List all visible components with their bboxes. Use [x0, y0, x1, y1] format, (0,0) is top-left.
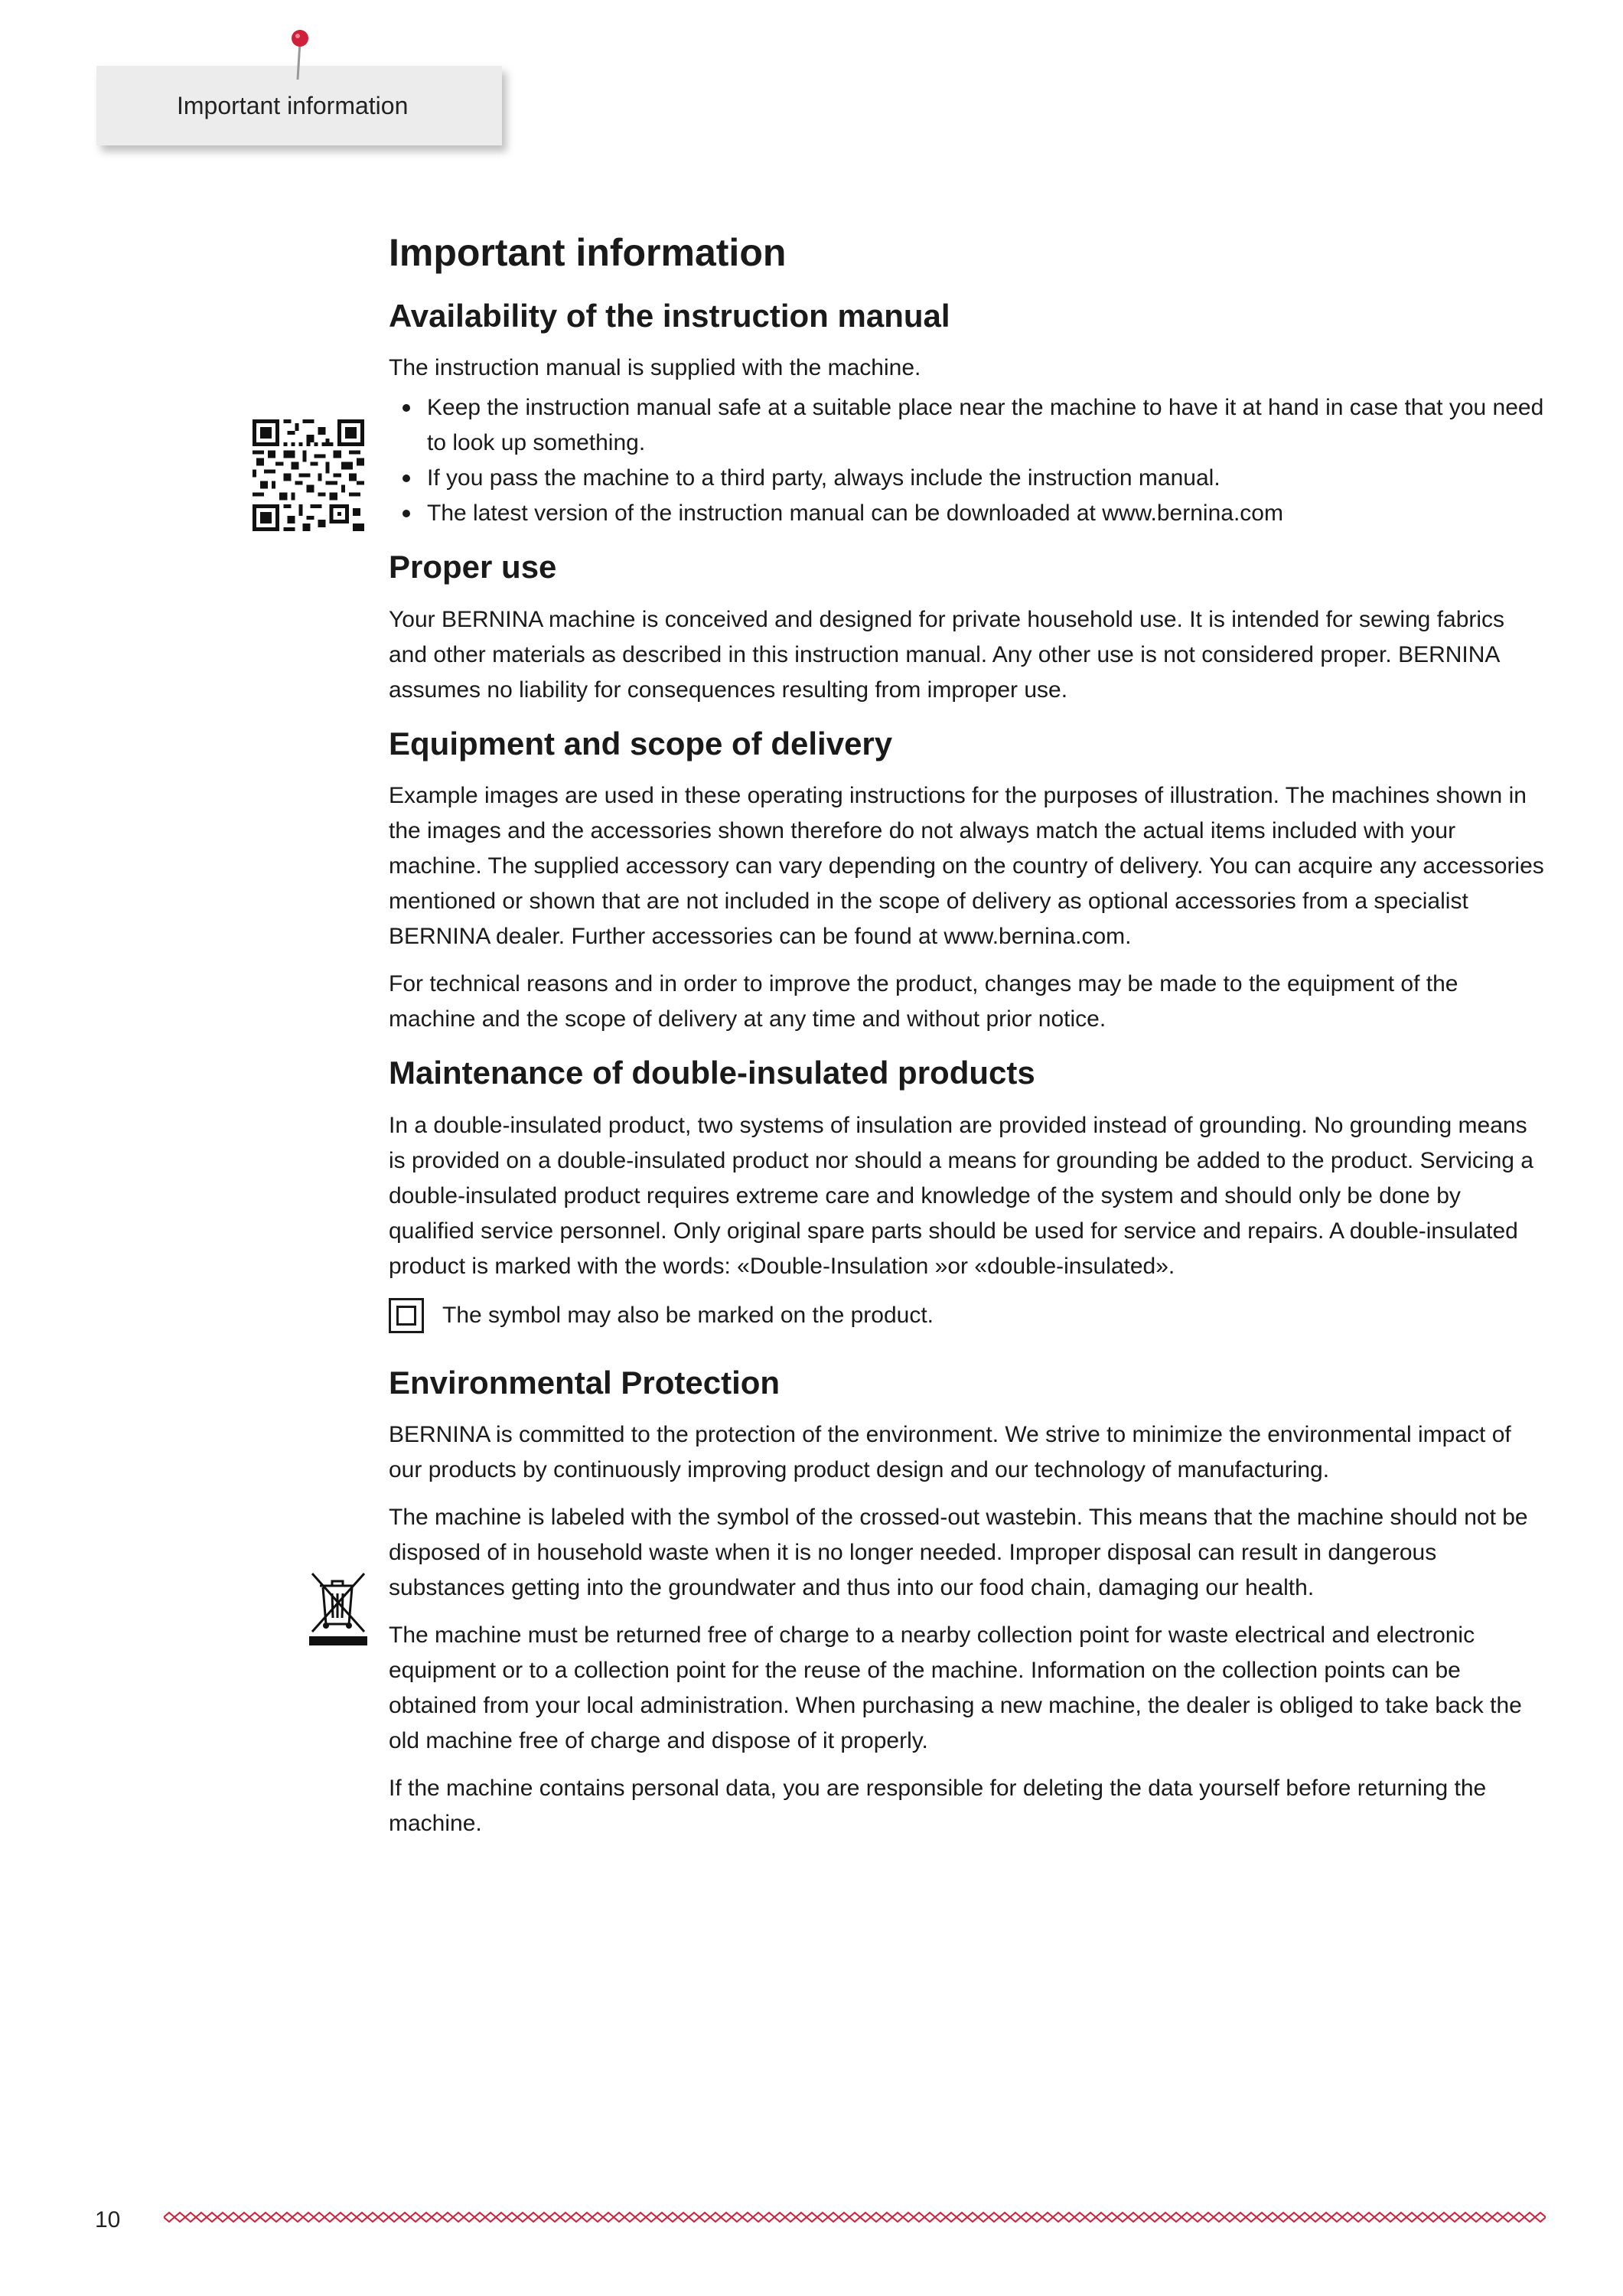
list-item — [389, 461, 1544, 496]
section-availability — [389, 297, 1544, 531]
bullet-icon — [402, 404, 410, 412]
list-item-text: The latest version of the instruction manual can be downloaded at www.bernina.com — [427, 501, 1283, 527]
bullet-icon — [402, 510, 410, 517]
list-item-text: If you pass the machine to a third party, always include the instruction manual. — [427, 465, 1221, 491]
pushpin-icon — [285, 28, 315, 81]
list-item-text: Keep the instruction manual safe at a suitable place near the machine to have it at hand in case that you need to look up something. — [427, 395, 1544, 456]
section-heading: Environmental Protection — [389, 1364, 781, 1401]
section-heading: Proper use — [389, 549, 557, 585]
paragraph: The machine must be returned free of charge to a nearby collection point for waste electrical and electronic equipment or to a collection point for the reuse of the machine. Information on the collection points can be obtained from your local administration. When purchasing a new machine, the dealer is obliged to take back the old machine free of charge and dispose of it properly. — [389, 1622, 1522, 1753]
paragraph: The machine is labeled with the symbol of the crossed-out wastebin. This means that the machine should not be disposed of in household waste when it is no longer needed. Improper disposal can result in dangerous substances getting into the groundwater and thus into our food chain, damaging our health. — [389, 1504, 1528, 1600]
section-heading: Equipment and scope of delivery — [389, 725, 893, 762]
main-content — [389, 230, 1544, 1858]
page-number: 10 — [95, 2207, 121, 2232]
section-environmental — [389, 1364, 1544, 1841]
bullet-icon — [402, 475, 410, 482]
header-tab-label: Important information — [177, 92, 409, 119]
section-proper-use — [389, 548, 1544, 707]
crossed-out-wastebin-icon — [309, 1570, 367, 1645]
symbol-note: The symbol may also be marked on the product. — [442, 1302, 934, 1328]
paragraph: In a double-insulated product, two systems of insulation are provided instead of grounding. No grounding means is provided on a double-insulated product nor should a means for grounding be added to the product. Servicing a double-insulated product requires extreme care and knowledge of the system and should only be done by qualified service personnel. Only original spare parts should be used for service and repairs. A double-insulated product is marked with the words: «Double-Insulation »or «double-insulated». — [389, 1112, 1533, 1279]
list-item — [389, 390, 1544, 461]
double-insulation-icon — [389, 1298, 424, 1333]
paragraph: Example images are used in these operating instructions for the purposes of illustration. The machines shown in the images and the accessories shown therefore do not always match the actual items included with your machine. The supplied accessory can vary depending on the country of delivery. You can acquire any accessories mentioned or shown that are not included in the scope of delivery as optional accessories from a specialist BERNINA dealer. Further accessories can be found at www.bernina.com. — [389, 783, 1544, 950]
decorative-diamond-border — [164, 2208, 1546, 2226]
section-equipment — [389, 725, 1544, 1037]
section-intro: The instruction manual is supplied with the machine. — [389, 355, 921, 381]
list-item — [389, 496, 1544, 531]
paragraph: Your BERNINA machine is conceived and designed for private household use. It is intended for sewing fabrics and other materials as described in this instruction manual. Any other use is not considered proper. BERNINA assumes no liability for consequences resulting from improper use. — [389, 606, 1505, 703]
qr-code-icon — [253, 419, 364, 531]
double-insulation-symbol-row — [389, 1298, 1544, 1333]
section-heading: Maintenance of double-insulated products — [389, 1055, 1035, 1091]
paragraph: If the machine contains personal data, you are responsible for deleting the data yourself before returning the machine. — [389, 1775, 1487, 1836]
bullet-list — [389, 390, 1544, 531]
paragraph: BERNINA is committed to the protection of the environment. We strive to minimize the environmental impact of our products by continuously improving product design and our technology of manufacturing. — [389, 1421, 1511, 1482]
section-double-insulated — [389, 1054, 1544, 1332]
page-title: Important information — [389, 231, 787, 274]
paragraph: For technical reasons and in order to improve the product, changes may be made to the equipment of the machine and the scope of delivery at any time and without prior notice. — [389, 971, 1458, 1032]
section-heading: Availability of the instruction manual — [389, 298, 950, 334]
